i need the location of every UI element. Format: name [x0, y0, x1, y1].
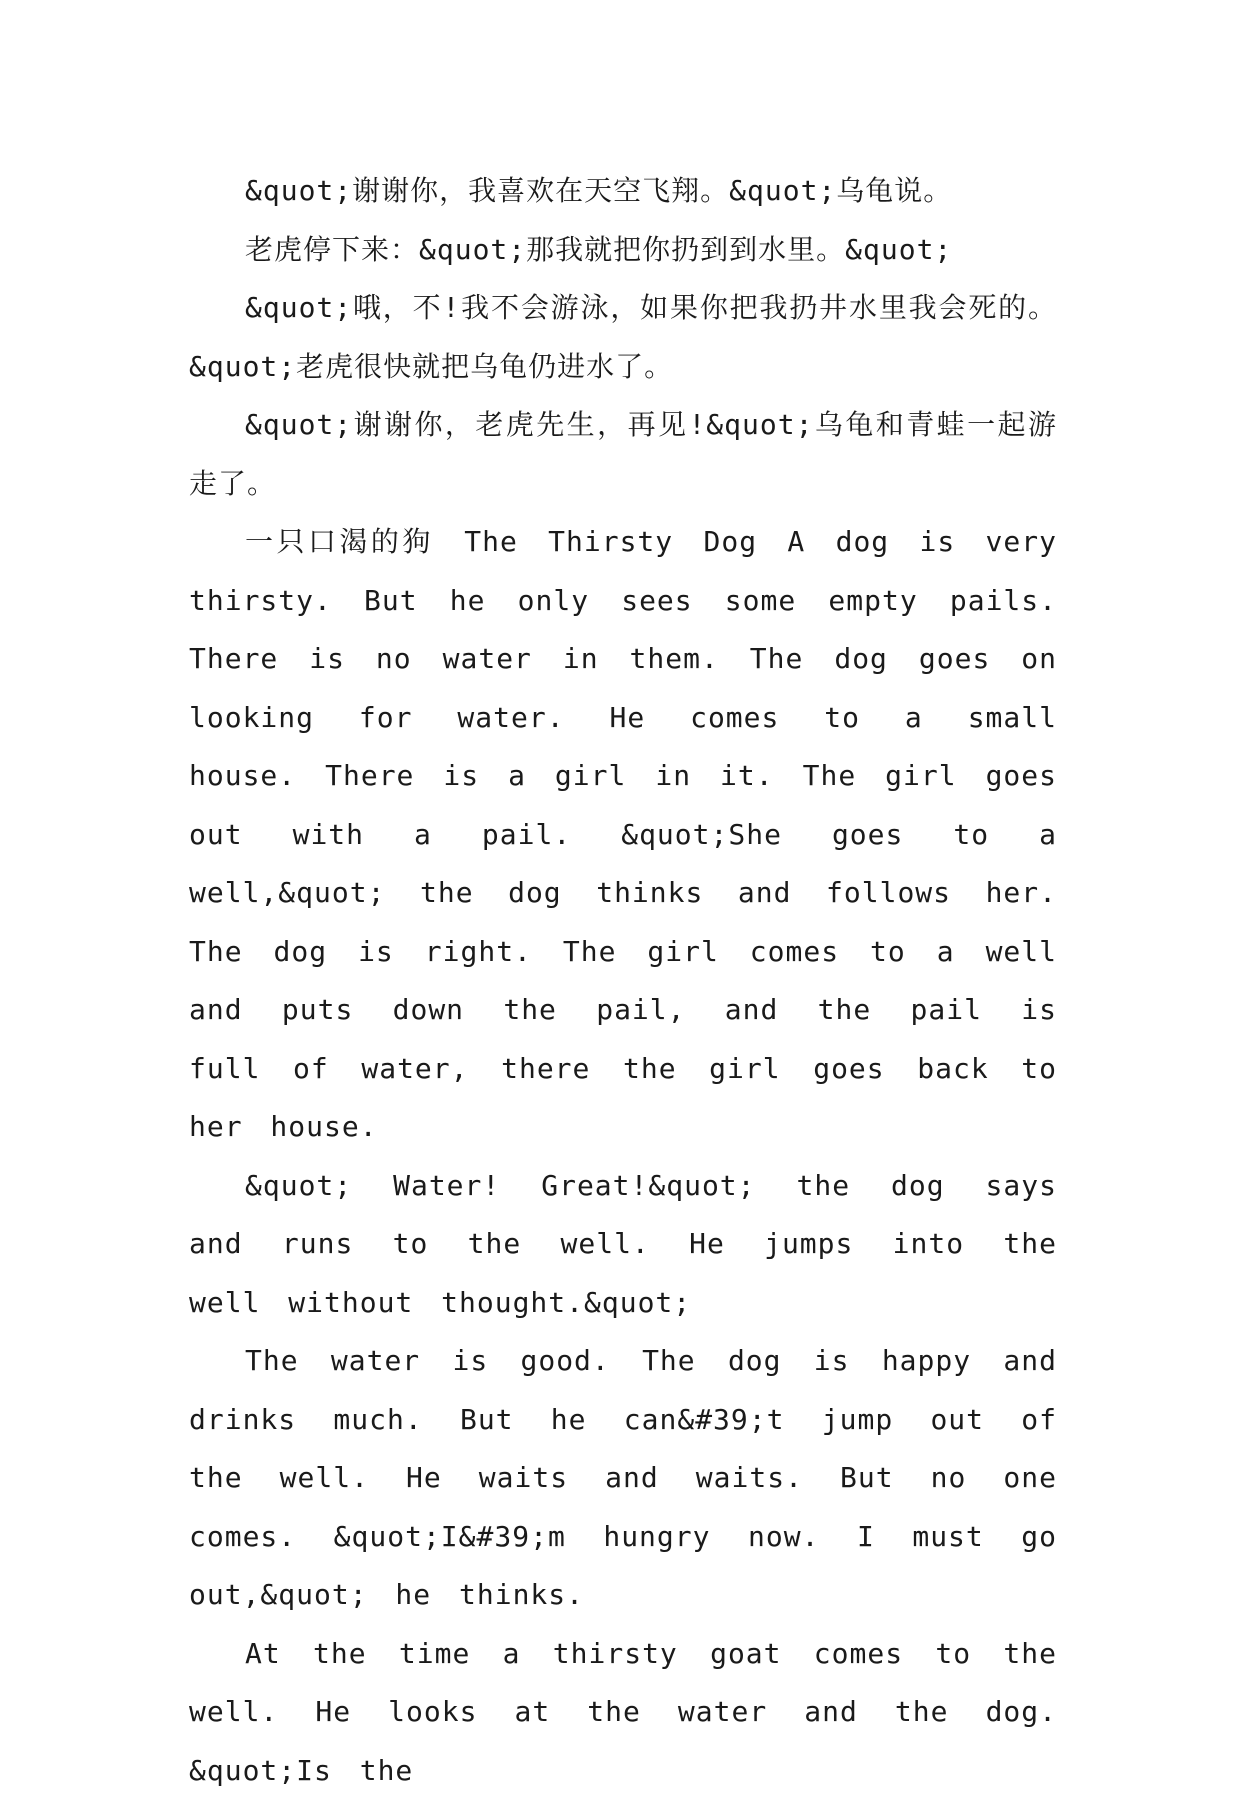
paragraph: 老虎停下来：&quot;那我就把你扔到到水里。&quot; — [189, 221, 1057, 280]
paragraph: &quot;哦，不!我不会游泳，如果你把我扔井水里我会死的。&quot;老虎很快就把乌龟仍进水了。 — [189, 279, 1057, 396]
paragraph: 一只口渴的狗 The Thirsty Dog A dog is very thirsty. But he only sees some empty pails. There is no water in them. The dog goes on looking for water. He comes to a small house. There is a girl in it. The girl goes out with a pail. &quot;She goes to a well,&quot; the dog thinks and follows her. The dog is right. The girl comes to a well and puts down the pail, and the pail is full of water, there the girl goes back to her house. — [189, 513, 1057, 1157]
document-body — [189, 162, 1057, 1800]
paragraph: &quot;谢谢你，我喜欢在天空飞翔。&quot;乌龟说。 — [189, 162, 1057, 221]
paragraph: &quot;谢谢你，老虎先生，再见!&quot;乌龟和青蛙一起游走了。 — [189, 396, 1057, 513]
paragraph: At the time a thirsty goat comes to the well. He looks at the water and the dog. &quot;Is the — [189, 1625, 1057, 1800]
paragraph: &quot; Water! Great!&quot; the dog says and runs to the well. He jumps into the well without thought.&quot; — [189, 1157, 1057, 1333]
paragraph: The water is good. The dog is happy and drinks much. But he can&#39;t jump out of the well. He waits and waits. But no one comes. &quot;I&#39;m hungry now. I must go out,&quot; he thinks. — [189, 1332, 1057, 1625]
